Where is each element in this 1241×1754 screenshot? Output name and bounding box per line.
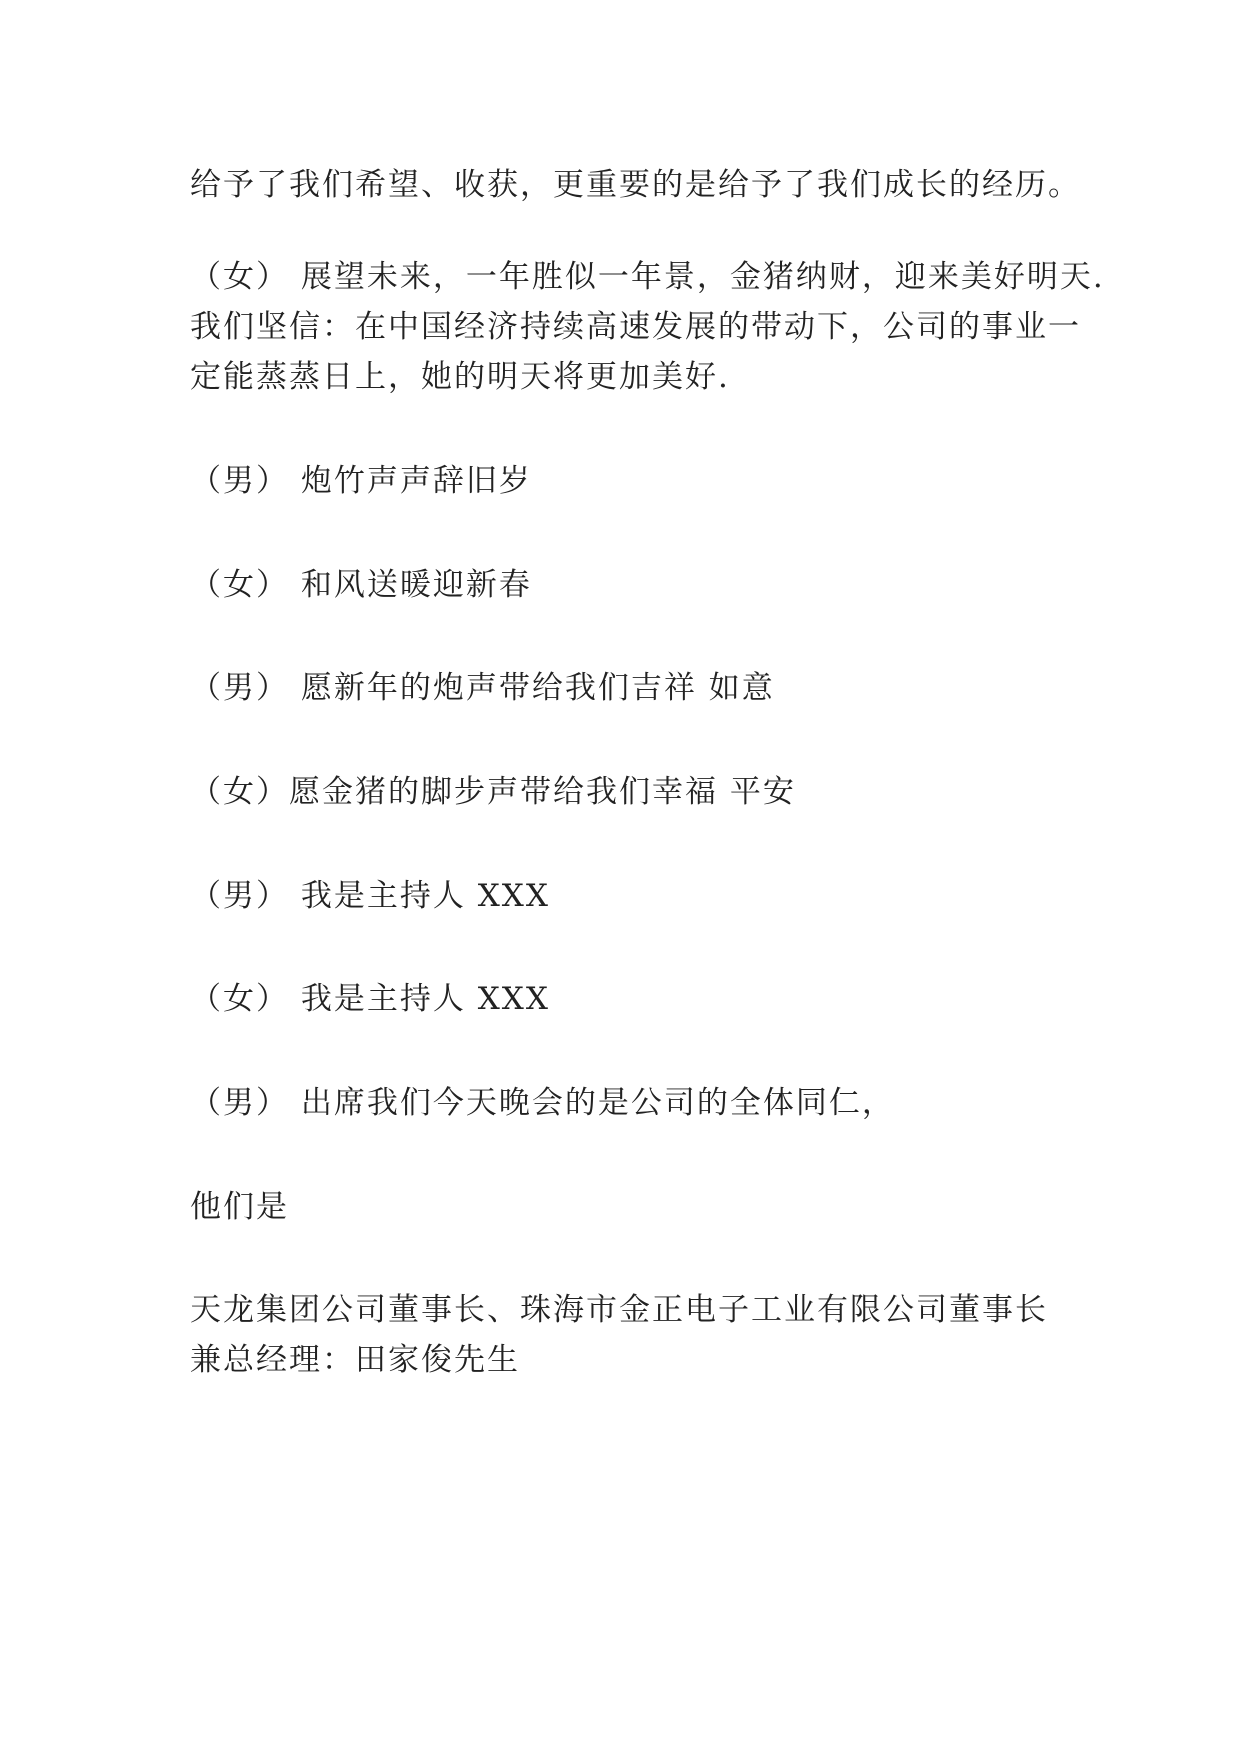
text-line: 给予了我们希望、收获，更重要的是给予了我们成长的经历。 xyxy=(190,167,1081,203)
text-line: 定能蒸蒸日上，她的明天将更加美好. xyxy=(190,359,730,395)
text-line: （女） 和风送暖迎新春 xyxy=(190,567,532,603)
text-line: （女） 我是主持人 XXX xyxy=(190,981,550,1017)
text-line: （女）愿金猪的脚步声带给我们幸福 平安 xyxy=(190,774,796,810)
text-line: 我们坚信：在中国经济持续高速发展的带动下，公司的事业一 xyxy=(190,309,1081,345)
text-line: 天龙集团公司董事长、珠海市金正电子工业有限公司董事长 xyxy=(190,1292,1048,1328)
text-line: 兼总经理：田家俊先生 xyxy=(190,1342,520,1378)
text-line: （男） 炮竹声声辞旧岁 xyxy=(190,463,532,499)
text-line: （男） 我是主持人 XXX xyxy=(190,878,550,914)
text-line: （男） 愿新年的炮声带给我们吉祥 如意 xyxy=(190,670,775,706)
text-line: 他们是 xyxy=(190,1189,289,1225)
text-line: （女） 展望未来，一年胜似一年景，金猪纳财，迎来美好明天. xyxy=(190,259,1105,295)
text-line: （男） 出席我们今天晚会的是公司的全体同仁， xyxy=(190,1085,895,1121)
